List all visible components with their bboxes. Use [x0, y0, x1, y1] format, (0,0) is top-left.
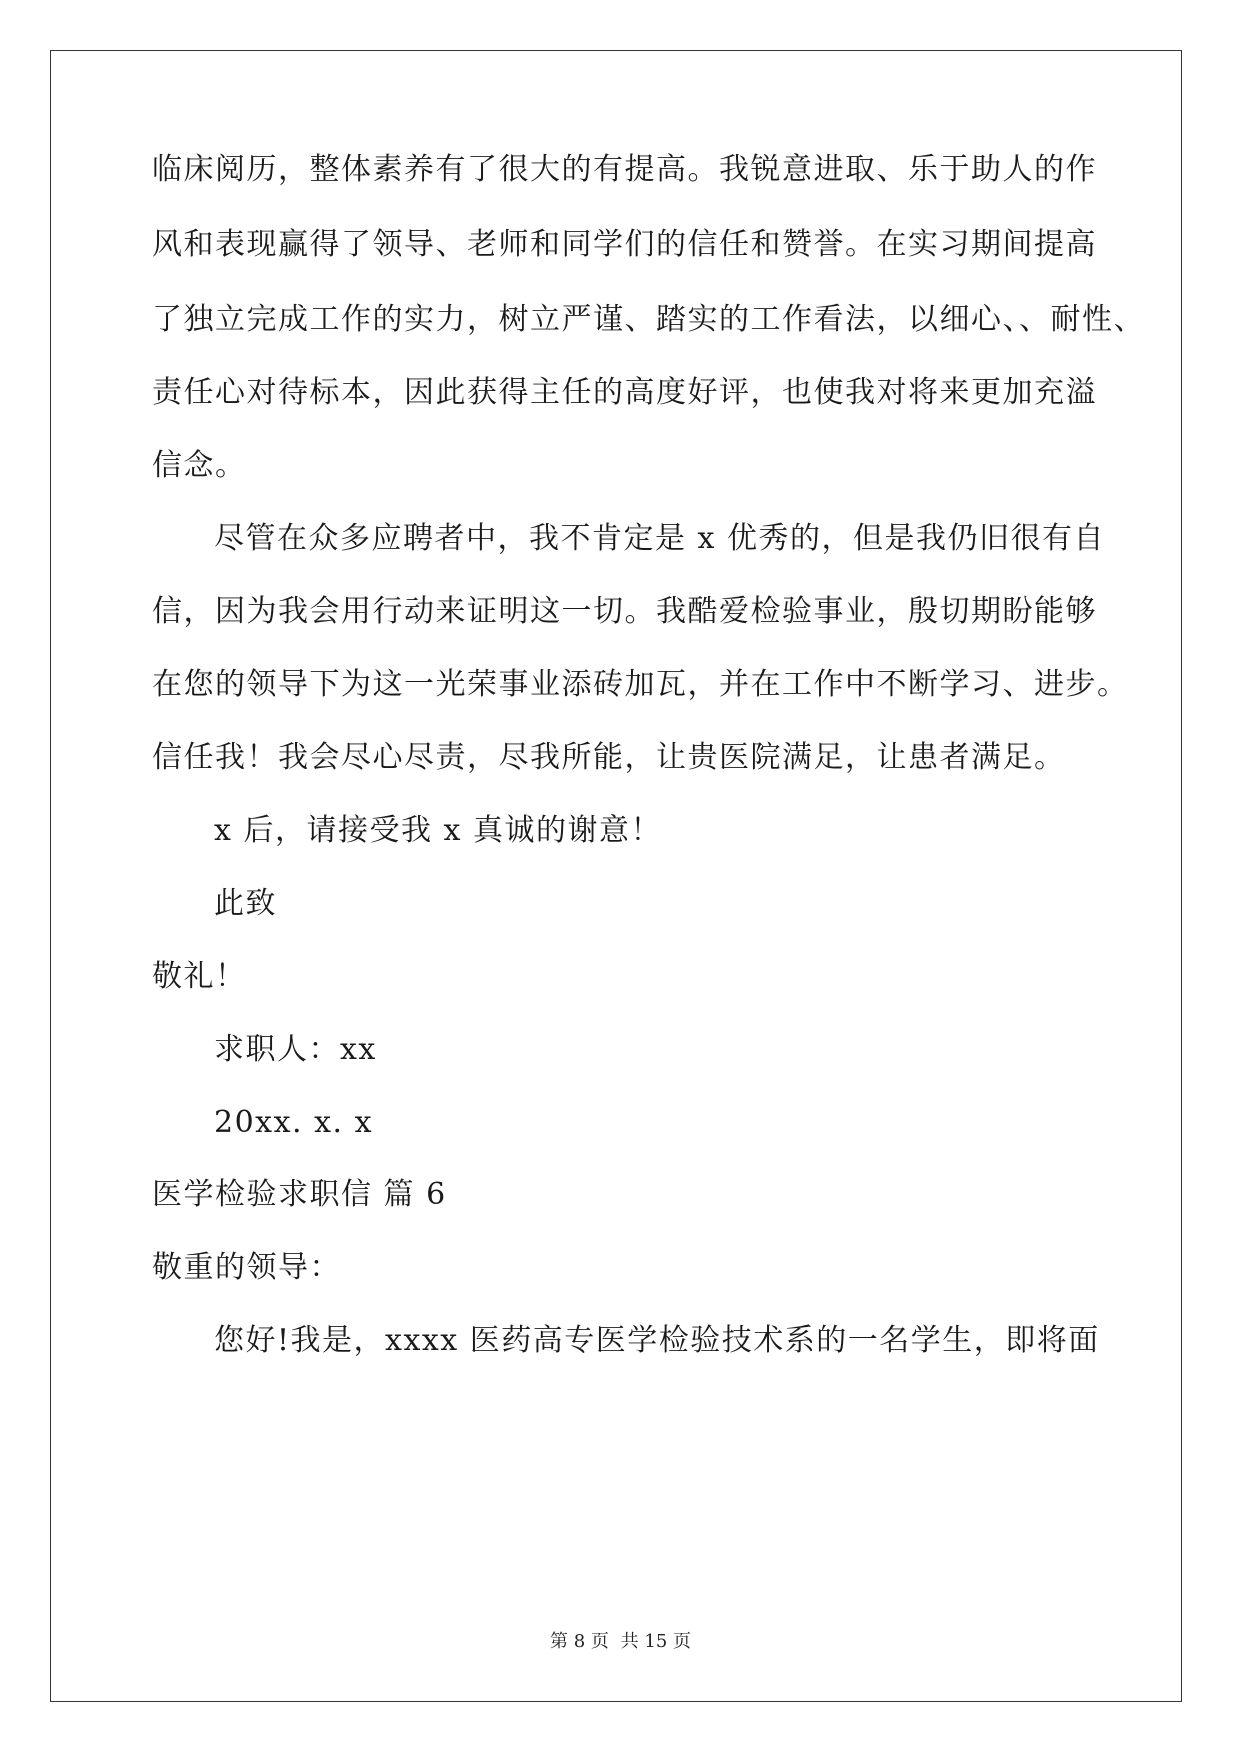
signature-applicant: 求职人：xx — [214, 1032, 377, 1067]
paragraph-line: 信念。 — [152, 448, 247, 483]
paragraph-line: 信任我！我会尽心尽责，尽我所能，让贵医院满足，让患者满足。 — [152, 740, 1066, 775]
paragraph-line: 责任心对待标本，因此获得主任的高度好评，也使我对将来更加充溢 — [152, 375, 1097, 410]
paragraph-line: 临床阅历，整体素养有了很大的有提高。我锐意进取、乐于助人的作 — [152, 152, 1097, 187]
salutation-close: 此致 — [214, 886, 277, 921]
paragraph-line: 您好!我是，xxxx 医药高专医学检验技术系的一名学生，即将面 — [214, 1323, 1100, 1358]
page-number: 第 8 页 — [550, 1631, 609, 1652]
signature-date: 20xx. x. x — [214, 1105, 373, 1140]
paragraph-line: 了独立完成工作的实力，树立严谨、踏实的工作看法，以细心、、耐性、 — [152, 302, 1145, 337]
closing-thanks: x 后，请接受我 x 真诚的谢意！ — [214, 813, 662, 848]
section-heading: 医学检验求职信 篇 6 — [152, 1177, 447, 1212]
page-border — [50, 50, 1182, 1702]
paragraph-line: 在您的领导下为这一光荣事业添砖加瓦，并在工作中不断学习、进步。 — [152, 667, 1129, 702]
paragraph-line: 风和表现赢得了领导、老师和同学们的信任和赞誉。在实习期间提高 — [152, 227, 1097, 262]
paragraph-line: 信，因为我会用行动来证明这一切。我酷爱检验事业，殷切期盼能够 — [152, 594, 1097, 629]
salutation-regards: 敬礼！ — [152, 959, 247, 994]
letter-greeting: 敬重的领导： — [152, 1250, 341, 1285]
paragraph-line: 尽管在众多应聘者中，我不肯定是 x 优秀的，但是我仍旧很有自 — [214, 521, 1105, 556]
page-footer — [0, 1630, 1241, 1654]
page-total: 共 15 页 — [620, 1631, 691, 1652]
